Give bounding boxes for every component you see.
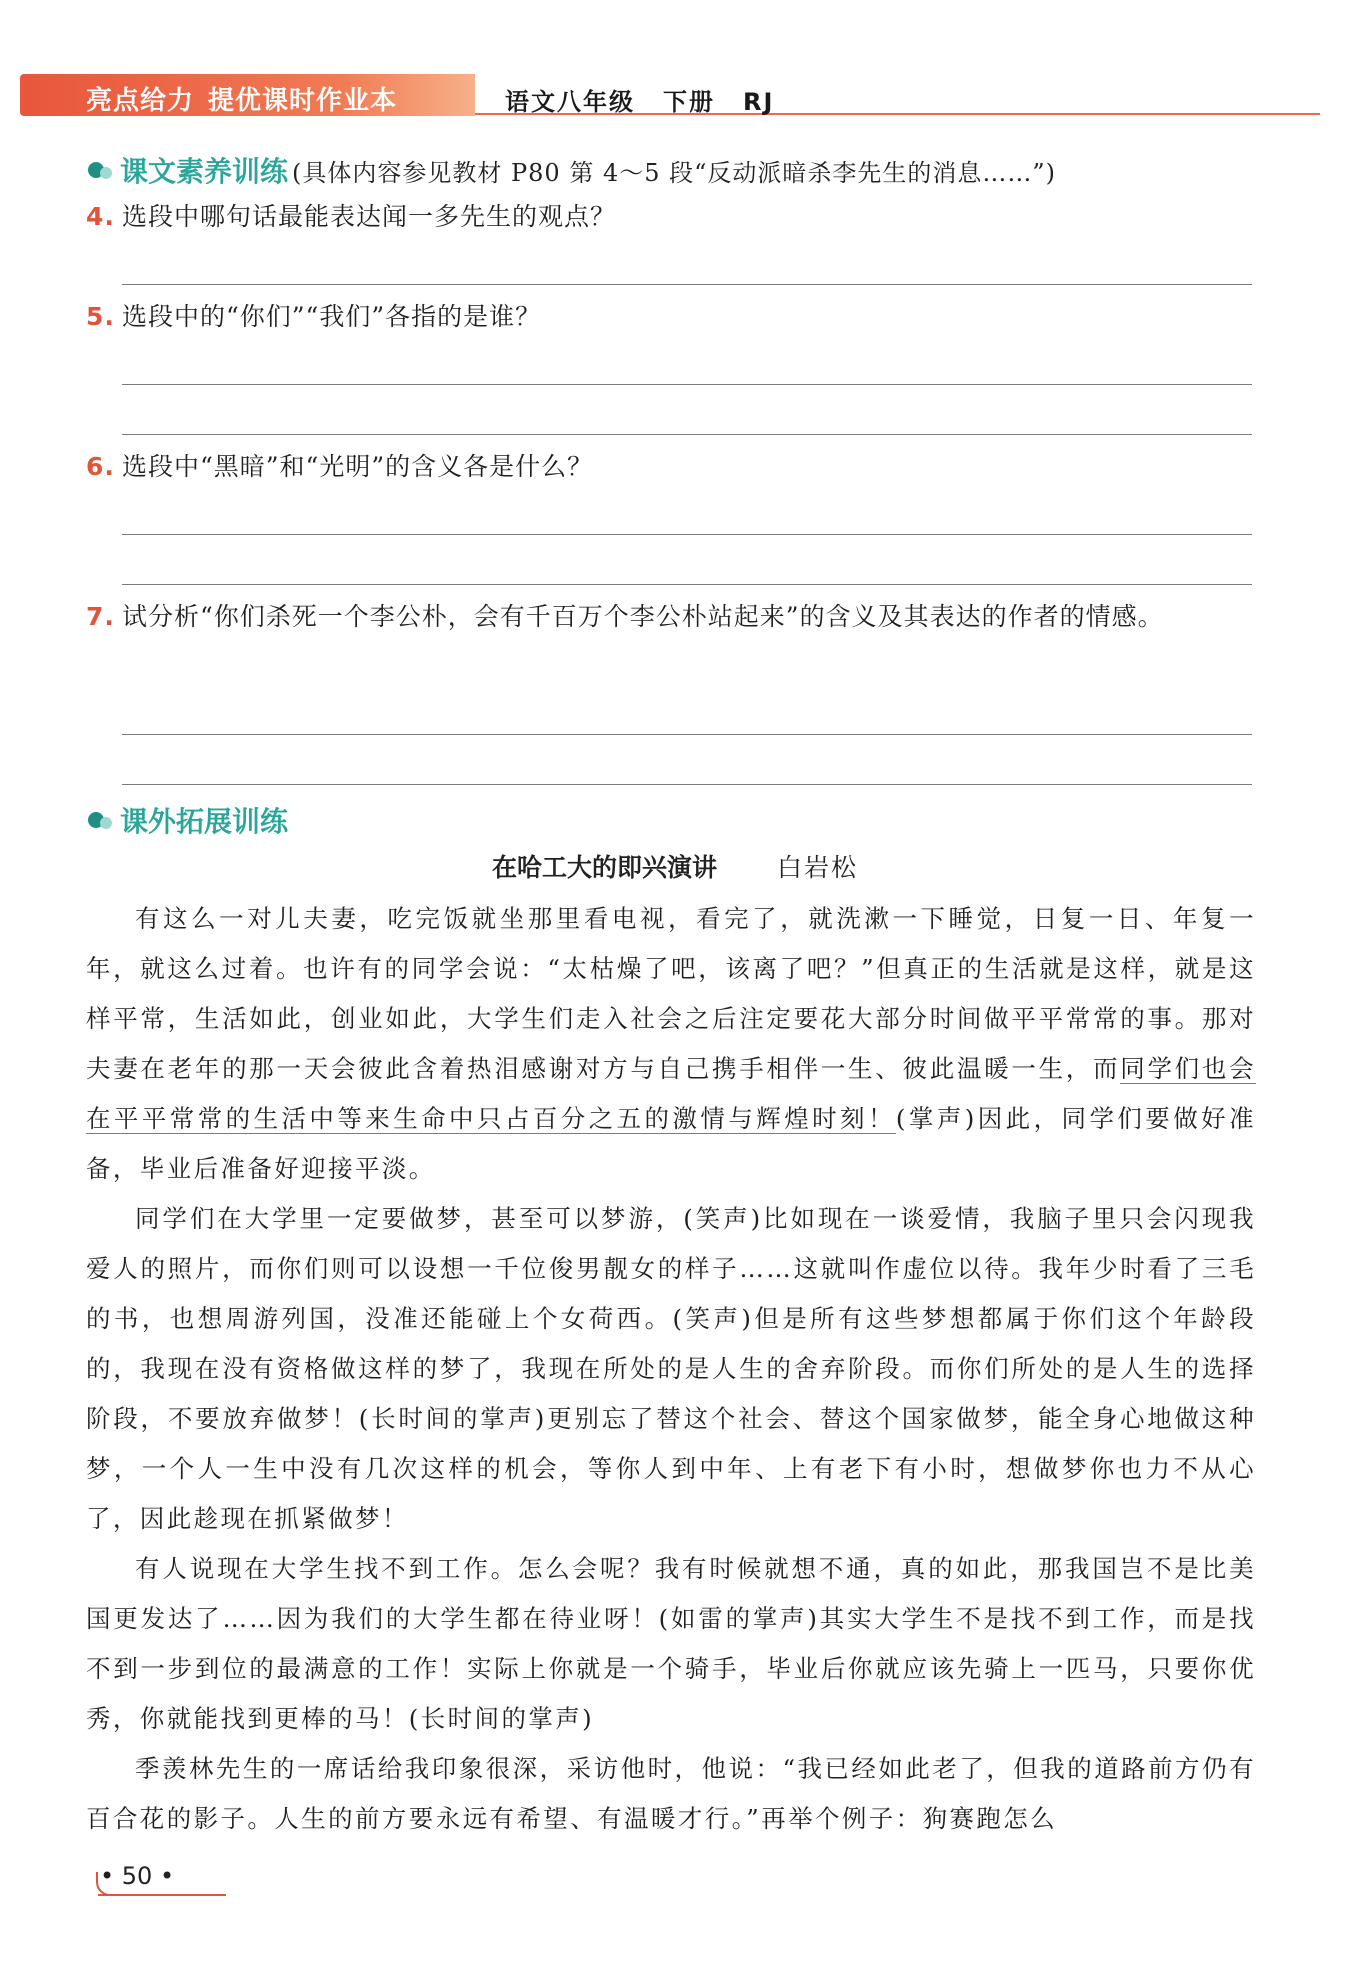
question-text: 选段中的“你们”“我们”各指的是谁？ xyxy=(122,302,542,331)
page-number: • 50 • xyxy=(100,1862,175,1890)
answer-line[interactable] xyxy=(122,384,1252,385)
answer-line[interactable] xyxy=(122,534,1252,535)
paragraph-text: 有这么一对儿夫妻，吃完饭就坐那里看电视，看完了，就洗漱一下睡觉，日复一日、年复一年，就这么过着。也许有的同学会说：“太枯燥了吧，该离了吧？”但真正的生活就是这样，就是这样平常，生活如此，创业如此，大学生们走入社会之后注定要花大部分时间做平平常常的事。那对夫妻在老年的那一天会彼此含着热泪感谢对方与自己携手相伴一生、彼此温暖一生，而 xyxy=(86,904,1256,1083)
edition-label: RJ xyxy=(743,88,775,116)
question-number: 6. xyxy=(86,452,115,481)
section-bullet-icon xyxy=(86,157,116,183)
question-text: 选段中哪句话最能表达闻一多先生的观点？ xyxy=(122,202,617,231)
question-text: 试分析“你们杀死一个李公朴，会有千百万个李公朴站起来”的含义及其表达的作者的情感。 xyxy=(122,602,1164,631)
answer-line[interactable] xyxy=(122,734,1252,735)
section-heading-1 xyxy=(86,150,1056,190)
article-author: 白岩松 xyxy=(777,853,859,882)
answer-line[interactable] xyxy=(122,784,1252,785)
article-paragraph xyxy=(86,894,1256,1194)
page-number-rule xyxy=(98,1894,226,1896)
article-paragraph: 季羡林先生的一席话给我印象很深，采访他时，他说：“我已经如此老了，但我的道路前方仍有百合花的影子。人生的前方要永远有希望、有温暖才行。”再举个例子：狗赛跑怎么 xyxy=(86,1754,1256,1833)
header-grade xyxy=(505,82,802,117)
section-bullet-icon xyxy=(86,807,116,833)
page-header xyxy=(20,74,1320,116)
brand-name: 亮点给力 xyxy=(86,86,195,116)
question-number: 5. xyxy=(86,302,115,331)
article-paragraph: 同学们在大学里一定要做梦，甚至可以梦游，(笑声)比如现在一谈爱情，我脑子里只会闪现我爱人的照片，而你们则可以设想一千位俊男靓女的样子……这就叫作虚位以待。我年少时看了三毛的书，也想周游列国，没准还能碰上个女荷西。(笑声)但是所有这些梦想都属于你们这个年龄段的，我现在没有资格做这样的梦了，我现在所处的是人生的舍弃阶段。而你们所处的是人生的选择阶段，不要放弃做梦！(长时间的掌声)更别忘了替这个社会、替这个国家做梦，能全身心地做这种梦，一个人一生中没有几次这样的机会，等你人到中年、上有老下有小时，想做梦你也力不从心了，因此趁现在抓紧做梦！ xyxy=(86,1204,1256,1533)
article-body xyxy=(86,894,1256,1844)
answer-line[interactable] xyxy=(122,284,1252,285)
volume-label: 下册 xyxy=(663,88,715,116)
question-text: 选段中“黑暗”和“光明”的含义各是什么？ xyxy=(122,452,594,481)
question-4 xyxy=(86,192,1256,242)
question-number: 7. xyxy=(86,602,115,631)
question-5 xyxy=(86,292,1256,342)
question-7 xyxy=(86,592,1256,642)
section-title: 课外拓展训练 xyxy=(120,805,289,838)
article-paragraph: 有人说现在大学生找不到工作。怎么会呢？我有时候就想不通，真的如此，那我国岂不是比美国更发达了……因为我们的大学生都在待业呀！(如雷的掌声)其实大学生不是找不到工作，而是找不到一步到位的最满意的工作！实际上你就是一个骑手，毕业后你就应该先骑上一匹马，只要你优秀，你就能找到更棒的马！(长时间的掌声) xyxy=(86,1554,1256,1733)
underlined-sentence: 同学们也会在平平常常的生活中等来生命中只占百分之五的激情与辉煌时刻！ xyxy=(86,1054,1257,1133)
answer-line[interactable] xyxy=(122,584,1252,585)
header-brand xyxy=(86,80,411,117)
question-number: 4. xyxy=(86,202,115,231)
question-6 xyxy=(86,442,1256,492)
series-name: 提优课时作业本 xyxy=(208,86,398,116)
section-title: 课文素养训练 xyxy=(120,155,289,188)
section-heading-2 xyxy=(86,800,288,840)
subject-label: 语文八年级 xyxy=(505,88,635,116)
paragraph-text: (掌声)因此，同学们要做好准备，毕业后准备好迎接平淡。 xyxy=(86,1104,1256,1183)
article-heading xyxy=(0,848,1350,884)
article-title: 在哈工大的即兴演讲 xyxy=(491,853,717,882)
answer-line[interactable] xyxy=(122,434,1252,435)
section-note: (具体内容参见教材 P80 第 4～5 段“反动派暗杀李先生的消息……”) xyxy=(292,158,1057,187)
